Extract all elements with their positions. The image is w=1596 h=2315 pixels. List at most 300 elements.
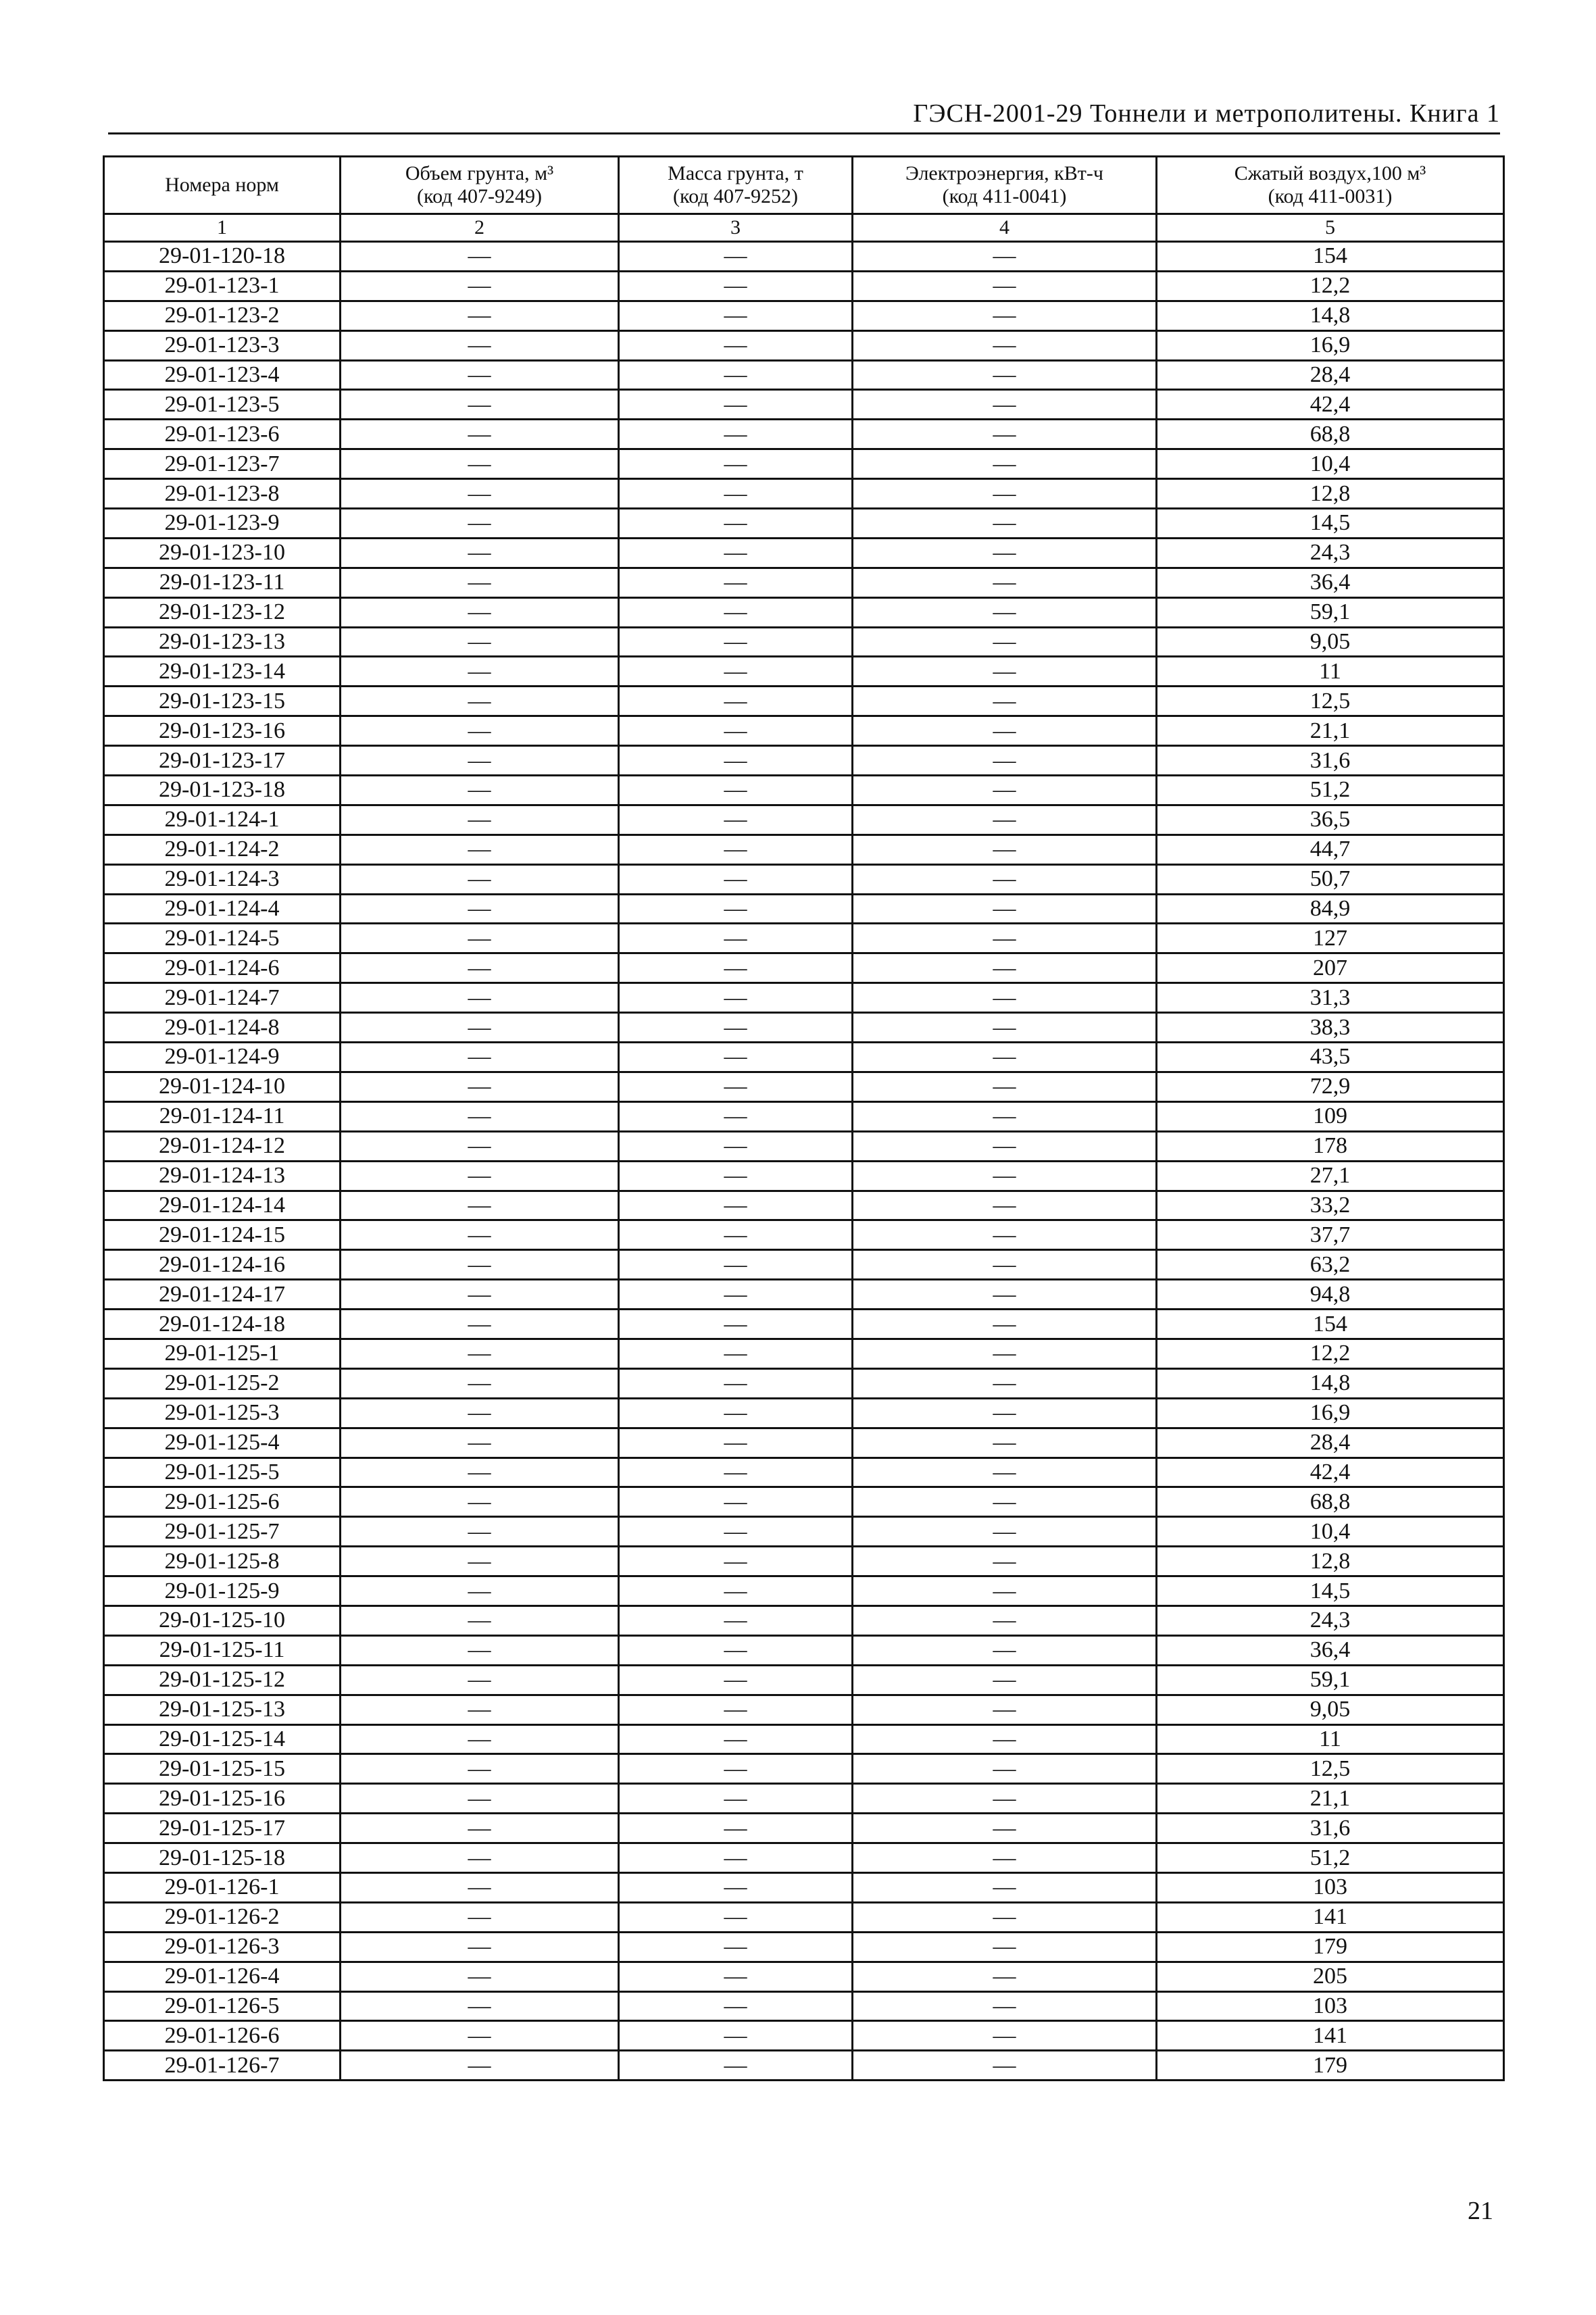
compressed-air-cell: 127 xyxy=(1157,924,1504,953)
soil-mass-cell: — xyxy=(619,1605,853,1635)
table-row xyxy=(104,1784,1504,1814)
soil-volume-cell: — xyxy=(341,1784,619,1814)
electricity-cell: — xyxy=(853,2021,1157,2051)
norm-number-cell: 29-01-124-16 xyxy=(104,1250,341,1280)
table-row xyxy=(104,1695,1504,1724)
compressed-air-cell: 84,9 xyxy=(1157,894,1504,924)
table-row xyxy=(104,776,1504,805)
norm-number-cell: 29-01-123-13 xyxy=(104,627,341,657)
norm-number-cell: 29-01-126-3 xyxy=(104,1932,341,1962)
norm-number-cell: 29-01-123-15 xyxy=(104,687,341,716)
electricity-cell: — xyxy=(853,1814,1157,1843)
electricity-cell: — xyxy=(853,1220,1157,1250)
norm-number-cell: 29-01-123-8 xyxy=(104,479,341,509)
soil-volume-cell: — xyxy=(341,1458,619,1487)
norm-number-cell: 29-01-123-11 xyxy=(104,568,341,597)
table-row xyxy=(104,1220,1504,1250)
compressed-air-cell: 28,4 xyxy=(1157,360,1504,390)
compressed-air-cell: 141 xyxy=(1157,1902,1504,1932)
soil-mass-cell: — xyxy=(619,509,853,539)
table-row xyxy=(104,2051,1504,2081)
table-row xyxy=(104,1902,1504,1932)
electricity-cell: — xyxy=(853,1872,1157,1902)
norm-number-cell: 29-01-125-3 xyxy=(104,1398,341,1428)
soil-mass-cell: — xyxy=(619,1784,853,1814)
running-header: ГЭСН-2001-29 Тоннели и метрополитены. Книга 1 xyxy=(108,95,1500,134)
electricity-cell: — xyxy=(853,1368,1157,1398)
soil-mass-cell: — xyxy=(619,1280,853,1310)
norm-number-cell: 29-01-124-13 xyxy=(104,1161,341,1191)
soil-volume-cell: — xyxy=(341,894,619,924)
electricity-cell: — xyxy=(853,1428,1157,1458)
soil-mass-cell: — xyxy=(619,1872,853,1902)
soil-volume-cell: — xyxy=(341,1724,619,1754)
electricity-cell: — xyxy=(853,568,1157,597)
compressed-air-cell: 94,8 xyxy=(1157,1280,1504,1310)
soil-mass-cell: — xyxy=(619,1665,853,1695)
soil-volume-cell: — xyxy=(341,360,619,390)
table-row xyxy=(104,390,1504,420)
electricity-cell: — xyxy=(853,390,1157,420)
norm-number-cell: 29-01-123-6 xyxy=(104,420,341,449)
norm-number-cell: 29-01-125-2 xyxy=(104,1368,341,1398)
table-row xyxy=(104,1101,1504,1131)
soil-mass-cell: — xyxy=(619,1487,853,1517)
compressed-air-cell: 21,1 xyxy=(1157,1784,1504,1814)
norm-number-cell: 29-01-124-8 xyxy=(104,1013,341,1043)
soil-mass-cell: — xyxy=(619,330,853,360)
norm-number-cell: 29-01-124-5 xyxy=(104,924,341,953)
compressed-air-cell: 42,4 xyxy=(1157,390,1504,420)
table-row xyxy=(104,1991,1504,2021)
soil-volume-cell: — xyxy=(341,1991,619,2021)
soil-mass-cell: — xyxy=(619,1695,853,1724)
norm-number-cell: 29-01-124-9 xyxy=(104,1043,341,1072)
electricity-cell: — xyxy=(853,835,1157,864)
soil-mass-cell: — xyxy=(619,242,853,272)
compressed-air-cell: 33,2 xyxy=(1157,1191,1504,1220)
norm-number-cell: 29-01-125-16 xyxy=(104,1784,341,1814)
norm-number-cell: 29-01-123-5 xyxy=(104,390,341,420)
soil-volume-cell: — xyxy=(341,1043,619,1072)
soil-mass-cell: — xyxy=(619,420,853,449)
soil-volume-cell: — xyxy=(341,746,619,776)
table-row xyxy=(104,1458,1504,1487)
resource-norms-table xyxy=(103,155,1505,2081)
soil-mass-cell: — xyxy=(619,1310,853,1339)
table-row xyxy=(104,479,1504,509)
table-row xyxy=(104,1310,1504,1339)
electricity-cell: — xyxy=(853,597,1157,627)
soil-volume-cell: — xyxy=(341,1547,619,1576)
soil-volume-cell: — xyxy=(341,1280,619,1310)
norm-number-cell: 29-01-124-7 xyxy=(104,983,341,1013)
norm-number-cell: 29-01-124-12 xyxy=(104,1131,341,1161)
compressed-air-cell: 21,1 xyxy=(1157,716,1504,746)
norm-number-cell: 29-01-123-4 xyxy=(104,360,341,390)
table-row xyxy=(104,983,1504,1013)
soil-mass-cell: — xyxy=(619,360,853,390)
norm-number-cell: 29-01-126-7 xyxy=(104,2051,341,2081)
norm-number-cell: 29-01-125-6 xyxy=(104,1487,341,1517)
compressed-air-cell: 179 xyxy=(1157,1932,1504,1962)
electricity-cell: — xyxy=(853,1962,1157,1991)
norm-number-cell: 29-01-126-6 xyxy=(104,2021,341,2051)
soil-mass-cell: — xyxy=(619,1339,853,1368)
table-row xyxy=(104,1665,1504,1695)
column-header-norm-numbers xyxy=(104,157,341,214)
soil-mass-cell: — xyxy=(619,1843,853,1873)
soil-volume-cell: — xyxy=(341,1220,619,1250)
soil-mass-cell: — xyxy=(619,1962,853,1991)
electricity-cell: — xyxy=(853,983,1157,1013)
norm-number-cell: 29-01-125-18 xyxy=(104,1843,341,1873)
table-row xyxy=(104,1161,1504,1191)
soil-mass-cell: — xyxy=(619,1220,853,1250)
norm-number-cell: 29-01-125-4 xyxy=(104,1428,341,1458)
page-number: 21 xyxy=(1468,2197,1493,2225)
norm-number-cell: 29-01-120-18 xyxy=(104,242,341,272)
table-row xyxy=(104,242,1504,272)
table-row xyxy=(104,597,1504,627)
electricity-cell: — xyxy=(853,449,1157,479)
electricity-cell: — xyxy=(853,1131,1157,1161)
soil-mass-cell: — xyxy=(619,1932,853,1962)
soil-mass-cell: — xyxy=(619,1991,853,2021)
column-number-row xyxy=(104,214,1504,242)
compressed-air-cell: 205 xyxy=(1157,1962,1504,1991)
electricity-cell: — xyxy=(853,1665,1157,1695)
soil-volume-cell: — xyxy=(341,390,619,420)
soil-mass-cell: — xyxy=(619,449,853,479)
compressed-air-cell: 72,9 xyxy=(1157,1072,1504,1101)
compressed-air-cell: 36,4 xyxy=(1157,568,1504,597)
electricity-cell: — xyxy=(853,538,1157,568)
norm-number-cell: 29-01-124-10 xyxy=(104,1072,341,1101)
table-row xyxy=(104,1932,1504,1962)
compressed-air-cell: 103 xyxy=(1157,1872,1504,1902)
column-header-label: Объем грунта, м³ xyxy=(405,162,554,184)
compressed-air-cell: 24,3 xyxy=(1157,1605,1504,1635)
electricity-cell: — xyxy=(853,687,1157,716)
soil-mass-cell: — xyxy=(619,716,853,746)
soil-mass-cell: — xyxy=(619,1043,853,1072)
compressed-air-cell: 16,9 xyxy=(1157,330,1504,360)
soil-mass-cell: — xyxy=(619,1576,853,1606)
compressed-air-cell: 59,1 xyxy=(1157,597,1504,627)
compressed-air-cell: 36,4 xyxy=(1157,1635,1504,1665)
table-row xyxy=(104,1428,1504,1458)
table-row xyxy=(104,924,1504,953)
table-row xyxy=(104,568,1504,597)
compressed-air-cell: 154 xyxy=(1157,1310,1504,1339)
soil-mass-cell: — xyxy=(619,2051,853,2081)
compressed-air-cell: 179 xyxy=(1157,2051,1504,2081)
compressed-air-cell: 9,05 xyxy=(1157,1695,1504,1724)
norm-number-cell: 29-01-125-9 xyxy=(104,1576,341,1606)
compressed-air-cell: 14,5 xyxy=(1157,1576,1504,1606)
compressed-air-cell: 10,4 xyxy=(1157,1517,1504,1547)
norm-number-cell: 29-01-126-4 xyxy=(104,1962,341,1991)
norm-number-cell: 29-01-124-1 xyxy=(104,805,341,835)
compressed-air-cell: 59,1 xyxy=(1157,1665,1504,1695)
electricity-cell: — xyxy=(853,805,1157,835)
electricity-cell: — xyxy=(853,953,1157,983)
compressed-air-cell: 24,3 xyxy=(1157,538,1504,568)
soil-mass-cell: — xyxy=(619,864,853,894)
soil-mass-cell: — xyxy=(619,538,853,568)
electricity-cell: — xyxy=(853,1310,1157,1339)
soil-volume-cell: — xyxy=(341,420,619,449)
soil-mass-cell: — xyxy=(619,953,853,983)
compressed-air-cell: 154 xyxy=(1157,242,1504,272)
soil-volume-cell: — xyxy=(341,1368,619,1398)
norm-number-cell: 29-01-123-9 xyxy=(104,509,341,539)
soil-volume-cell: — xyxy=(341,1605,619,1635)
electricity-cell: — xyxy=(853,627,1157,657)
soil-mass-cell: — xyxy=(619,1398,853,1428)
soil-volume-cell: — xyxy=(341,1131,619,1161)
electricity-cell: — xyxy=(853,1724,1157,1754)
compressed-air-cell: 103 xyxy=(1157,1991,1504,2021)
table-row xyxy=(104,509,1504,539)
table-row xyxy=(104,687,1504,716)
column-header-soil-volume xyxy=(341,157,619,214)
soil-volume-cell: — xyxy=(341,657,619,687)
electricity-cell: — xyxy=(853,1013,1157,1043)
electricity-cell: — xyxy=(853,1250,1157,1280)
compressed-air-cell: 12,8 xyxy=(1157,1547,1504,1576)
compressed-air-cell: 31,6 xyxy=(1157,746,1504,776)
compressed-air-cell: 50,7 xyxy=(1157,864,1504,894)
soil-volume-cell: — xyxy=(341,1310,619,1339)
compressed-air-cell: 14,8 xyxy=(1157,301,1504,330)
norm-number-cell: 29-01-123-18 xyxy=(104,776,341,805)
column-header-code: (код 407-9249) xyxy=(417,185,542,207)
soil-volume-cell: — xyxy=(341,1814,619,1843)
electricity-cell: — xyxy=(853,1398,1157,1428)
electricity-cell: — xyxy=(853,1902,1157,1932)
soil-mass-cell: — xyxy=(619,1161,853,1191)
norm-number-cell: 29-01-125-12 xyxy=(104,1665,341,1695)
soil-volume-cell: — xyxy=(341,1101,619,1131)
column-header-label: Сжатый воздух,100 м³ xyxy=(1234,162,1426,184)
electricity-cell: — xyxy=(853,1280,1157,1310)
electricity-cell: — xyxy=(853,1605,1157,1635)
soil-volume-cell: — xyxy=(341,1161,619,1191)
table-row xyxy=(104,1724,1504,1754)
table-row xyxy=(104,271,1504,301)
compressed-air-cell: 68,8 xyxy=(1157,420,1504,449)
electricity-cell: — xyxy=(853,1487,1157,1517)
compressed-air-cell: 11 xyxy=(1157,657,1504,687)
norm-number-cell: 29-01-125-5 xyxy=(104,1458,341,1487)
norm-number-cell: 29-01-124-3 xyxy=(104,864,341,894)
table-row xyxy=(104,1872,1504,1902)
soil-mass-cell: — xyxy=(619,271,853,301)
table-row xyxy=(104,1339,1504,1368)
column-number: 5 xyxy=(1157,214,1504,242)
electricity-cell: — xyxy=(853,1635,1157,1665)
electricity-cell: — xyxy=(853,1517,1157,1547)
norm-number-cell: 29-01-124-2 xyxy=(104,835,341,864)
compressed-air-cell: 12,8 xyxy=(1157,479,1504,509)
compressed-air-cell: 36,5 xyxy=(1157,805,1504,835)
soil-mass-cell: — xyxy=(619,627,853,657)
table-row xyxy=(104,360,1504,390)
soil-volume-cell: — xyxy=(341,301,619,330)
electricity-cell: — xyxy=(853,1695,1157,1724)
norm-number-cell: 29-01-123-3 xyxy=(104,330,341,360)
compressed-air-cell: 12,5 xyxy=(1157,687,1504,716)
table-row xyxy=(104,1547,1504,1576)
norm-number-cell: 29-01-125-17 xyxy=(104,1814,341,1843)
table-row xyxy=(104,1487,1504,1517)
norm-number-cell: 29-01-125-15 xyxy=(104,1754,341,1784)
soil-mass-cell: — xyxy=(619,1814,853,1843)
norm-number-cell: 29-01-123-12 xyxy=(104,597,341,627)
soil-volume-cell: — xyxy=(341,924,619,953)
electricity-cell: — xyxy=(853,301,1157,330)
compressed-air-cell: 207 xyxy=(1157,953,1504,983)
electricity-cell: — xyxy=(853,1072,1157,1101)
soil-volume-cell: — xyxy=(341,805,619,835)
soil-mass-cell: — xyxy=(619,1902,853,1932)
table-row xyxy=(104,2021,1504,2051)
soil-mass-cell: — xyxy=(619,1458,853,1487)
compressed-air-cell: 31,6 xyxy=(1157,1814,1504,1843)
soil-volume-cell: — xyxy=(341,1428,619,1458)
norm-number-cell: 29-01-124-14 xyxy=(104,1191,341,1220)
soil-volume-cell: — xyxy=(341,1754,619,1784)
soil-volume-cell: — xyxy=(341,271,619,301)
compressed-air-cell: 51,2 xyxy=(1157,776,1504,805)
compressed-air-cell: 9,05 xyxy=(1157,627,1504,657)
electricity-cell: — xyxy=(853,864,1157,894)
soil-mass-cell: — xyxy=(619,805,853,835)
soil-volume-cell: — xyxy=(341,1191,619,1220)
compressed-air-cell: 109 xyxy=(1157,1101,1504,1131)
norm-number-cell: 29-01-123-17 xyxy=(104,746,341,776)
table-row xyxy=(104,716,1504,746)
soil-volume-cell: — xyxy=(341,1902,619,1932)
column-header-code: (код 411-0041) xyxy=(942,185,1067,207)
soil-mass-cell: — xyxy=(619,597,853,627)
soil-mass-cell: — xyxy=(619,776,853,805)
compressed-air-cell: 141 xyxy=(1157,2021,1504,2051)
soil-volume-cell: — xyxy=(341,1635,619,1665)
table-row xyxy=(104,1280,1504,1310)
electricity-cell: — xyxy=(853,1754,1157,1784)
soil-mass-cell: — xyxy=(619,1013,853,1043)
table-row xyxy=(104,1131,1504,1161)
soil-volume-cell: — xyxy=(341,2051,619,2081)
norm-number-cell: 29-01-125-11 xyxy=(104,1635,341,1665)
norm-number-cell: 29-01-125-10 xyxy=(104,1605,341,1635)
soil-volume-cell: — xyxy=(341,242,619,272)
table-row xyxy=(104,1398,1504,1428)
norm-number-cell: 29-01-125-13 xyxy=(104,1695,341,1724)
soil-volume-cell: — xyxy=(341,568,619,597)
table-row xyxy=(104,1605,1504,1635)
electricity-cell: — xyxy=(853,1043,1157,1072)
column-number: 2 xyxy=(341,214,619,242)
electricity-cell: — xyxy=(853,420,1157,449)
norm-number-cell: 29-01-123-1 xyxy=(104,271,341,301)
electricity-cell: — xyxy=(853,1576,1157,1606)
soil-mass-cell: — xyxy=(619,301,853,330)
electricity-cell: — xyxy=(853,509,1157,539)
soil-volume-cell: — xyxy=(341,953,619,983)
table-row xyxy=(104,627,1504,657)
soil-volume-cell: — xyxy=(341,1398,619,1428)
electricity-cell: — xyxy=(853,360,1157,390)
norm-number-cell: 29-01-126-2 xyxy=(104,1902,341,1932)
compressed-air-cell: 31,3 xyxy=(1157,983,1504,1013)
norm-number-cell: 29-01-123-14 xyxy=(104,657,341,687)
soil-volume-cell: — xyxy=(341,716,619,746)
column-number: 4 xyxy=(853,214,1157,242)
table-row xyxy=(104,1250,1504,1280)
table-row xyxy=(104,657,1504,687)
soil-mass-cell: — xyxy=(619,983,853,1013)
norm-number-cell: 29-01-124-17 xyxy=(104,1280,341,1310)
soil-volume-cell: — xyxy=(341,1843,619,1873)
compressed-air-cell: 16,9 xyxy=(1157,1398,1504,1428)
soil-mass-cell: — xyxy=(619,687,853,716)
norm-number-cell: 29-01-123-16 xyxy=(104,716,341,746)
soil-volume-cell: — xyxy=(341,1072,619,1101)
table-row xyxy=(104,953,1504,983)
compressed-air-cell: 42,4 xyxy=(1157,1458,1504,1487)
table-row xyxy=(104,864,1504,894)
compressed-air-cell: 12,2 xyxy=(1157,271,1504,301)
soil-volume-cell: — xyxy=(341,864,619,894)
electricity-cell: — xyxy=(853,1191,1157,1220)
soil-volume-cell: — xyxy=(341,1576,619,1606)
electricity-cell: — xyxy=(853,894,1157,924)
soil-volume-cell: — xyxy=(341,1487,619,1517)
soil-mass-cell: — xyxy=(619,1517,853,1547)
table-row xyxy=(104,1191,1504,1220)
soil-volume-cell: — xyxy=(341,449,619,479)
electricity-cell: — xyxy=(853,924,1157,953)
column-header-code: (код 411-0031) xyxy=(1268,185,1393,207)
table-row xyxy=(104,449,1504,479)
norm-number-cell: 29-01-126-1 xyxy=(104,1872,341,1902)
compressed-air-cell: 68,8 xyxy=(1157,1487,1504,1517)
table-row xyxy=(104,1576,1504,1606)
electricity-cell: — xyxy=(853,1784,1157,1814)
soil-volume-cell: — xyxy=(341,1872,619,1902)
soil-volume-cell: — xyxy=(341,1339,619,1368)
norm-number-cell: 29-01-124-18 xyxy=(104,1310,341,1339)
table-row xyxy=(104,330,1504,360)
soil-mass-cell: — xyxy=(619,746,853,776)
column-header-label: Масса грунта, т xyxy=(668,162,803,184)
compressed-air-cell: 14,5 xyxy=(1157,509,1504,539)
electricity-cell: — xyxy=(853,1843,1157,1873)
table-row xyxy=(104,1814,1504,1843)
compressed-air-cell: 12,2 xyxy=(1157,1339,1504,1368)
compressed-air-cell: 38,3 xyxy=(1157,1013,1504,1043)
compressed-air-cell: 12,5 xyxy=(1157,1754,1504,1784)
table-row xyxy=(104,1962,1504,1991)
soil-mass-cell: — xyxy=(619,1191,853,1220)
table-row xyxy=(104,1635,1504,1665)
soil-mass-cell: — xyxy=(619,1754,853,1784)
soil-mass-cell: — xyxy=(619,479,853,509)
